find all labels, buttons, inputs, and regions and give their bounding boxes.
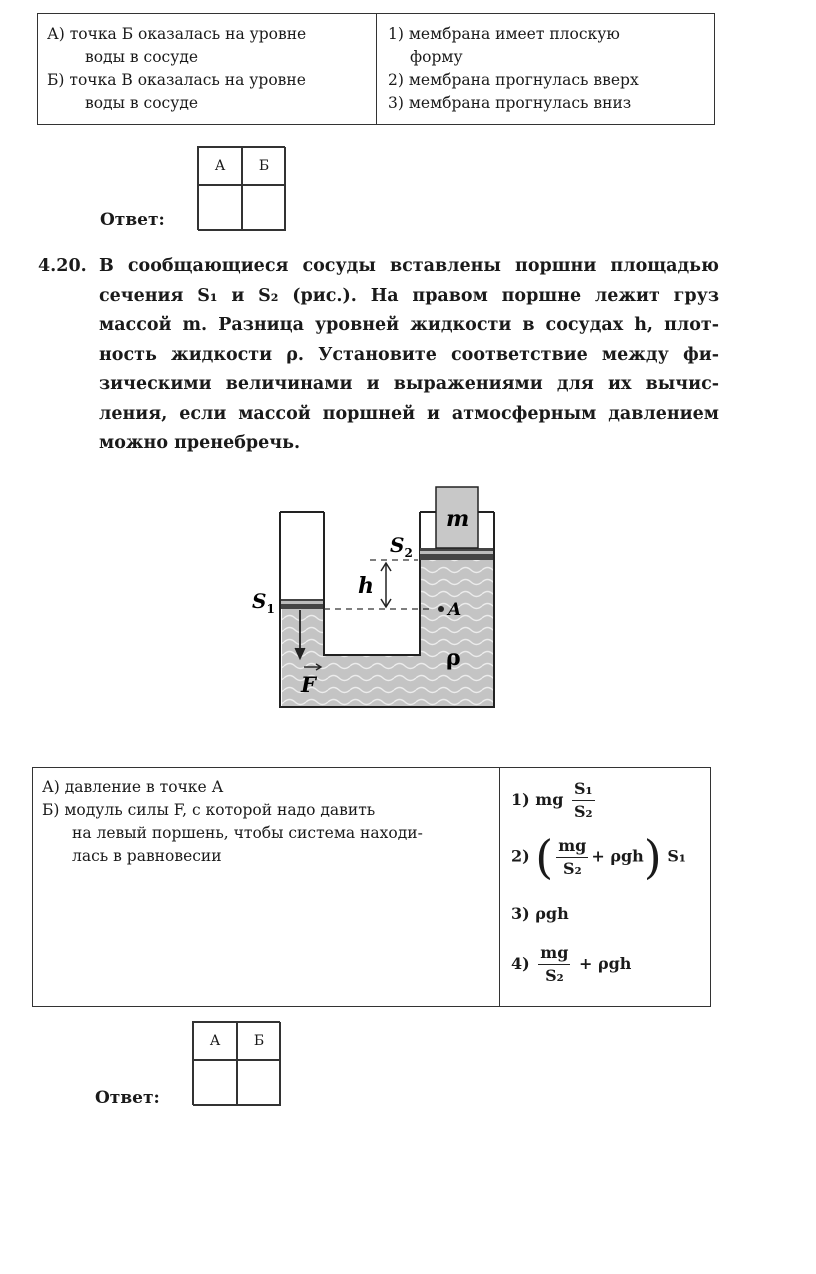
table-1-left-line: Б) точка В оказалась на уровне bbox=[47, 71, 306, 89]
option-1 bbox=[511, 778, 598, 823]
answer-cell-a[interactable] bbox=[193, 1060, 237, 1106]
answer-grid-2 bbox=[192, 1021, 280, 1105]
option-4-denominator: S₂ bbox=[545, 966, 564, 985]
option-1-prefix: 1) mg bbox=[511, 790, 564, 809]
answer-header-b: Б bbox=[242, 147, 286, 185]
table-2-left-line: на левый поршень, чтобы система находи- bbox=[72, 824, 423, 842]
answer-header-a: А bbox=[193, 1022, 237, 1060]
answer-cell-a[interactable] bbox=[198, 185, 242, 231]
option-4-suffix: + ρgh bbox=[578, 954, 632, 973]
option-1-denominator: S₂ bbox=[573, 802, 593, 821]
option-4 bbox=[511, 942, 631, 987]
table-1-left-line: воды в сосуде bbox=[85, 94, 199, 112]
answer-grid-1 bbox=[197, 146, 285, 230]
table-1-right bbox=[388, 23, 639, 115]
problem-line: ления, если массой поршней и атмосферным давлением bbox=[99, 403, 719, 424]
label-rho: ρ bbox=[446, 645, 461, 671]
option-1-fraction bbox=[572, 778, 595, 823]
communicating-vessels-figure bbox=[240, 480, 530, 715]
problem-line: зическими величинами и выражениями для их вычис- bbox=[99, 374, 719, 394]
answer-header-a: А bbox=[198, 147, 242, 185]
option-4-fraction bbox=[538, 942, 570, 987]
label-a: A bbox=[448, 600, 462, 620]
label-m: m bbox=[446, 506, 470, 532]
label-f: F bbox=[301, 672, 316, 697]
label-s1: $S_1$ bbox=[252, 589, 275, 616]
problem-line: массой m. Разница уровней жидкости в сосудах h, плот- bbox=[99, 315, 719, 335]
point-a bbox=[438, 606, 444, 612]
option-2-suffix: S₁ bbox=[667, 846, 686, 866]
problem-text bbox=[99, 252, 719, 459]
option-2: 2) ( $\frac{mg}{\text{S₂}}$ + ρgh) S₁ bbox=[511, 830, 686, 884]
option-2-middle: + ρgh bbox=[591, 846, 644, 866]
option-4-numerator: mg bbox=[538, 942, 570, 965]
table-2-left-line: А) давление в точке А bbox=[42, 778, 224, 796]
option-4-prefix: 4) bbox=[511, 954, 530, 973]
table-1-left bbox=[47, 23, 306, 115]
problem-line: можно пренебречь. bbox=[99, 433, 301, 453]
label-h: h bbox=[358, 573, 374, 599]
problem-line: В сообщающиеся сосуды вставлены поршни площадью bbox=[99, 256, 719, 276]
problem-line: сечения S₁ и S₂ (рис.). На правом поршне лежит груз bbox=[99, 285, 719, 306]
table-2-divider bbox=[499, 767, 500, 1007]
label-s2: $S_2$ bbox=[390, 533, 413, 560]
table-1-left-line: А) точка Б оказалась на уровне bbox=[47, 25, 307, 43]
option-1-numerator: S₁ bbox=[572, 778, 595, 801]
left-column-air bbox=[281, 512, 323, 599]
table-2-left-line: лась в равновесии bbox=[72, 847, 222, 865]
answer-header-b: Б bbox=[237, 1022, 281, 1060]
problem-number: 4.20. bbox=[38, 256, 87, 276]
table-1-left-line: воды в сосуде bbox=[85, 48, 199, 66]
table-1-divider bbox=[376, 13, 377, 125]
option-2-denominator: S₂ bbox=[563, 858, 582, 878]
table-2-left-line: Б) модуль силы F, с которой надо давить bbox=[42, 801, 376, 819]
option-2-prefix: 2) bbox=[511, 846, 530, 866]
answer-cell-b[interactable] bbox=[242, 185, 286, 231]
table-2-left bbox=[42, 776, 423, 868]
option-3: 3) ρgh bbox=[511, 904, 569, 923]
table-1-right-line: 2) мембрана прогнулась вверх bbox=[388, 71, 639, 89]
answer-label: Ответ: bbox=[100, 210, 165, 230]
answer-label: Ответ: bbox=[95, 1088, 160, 1108]
table-1-right-line: форму bbox=[410, 48, 463, 66]
problem-line: ность жидкости ρ. Установите соответствие между фи- bbox=[99, 344, 719, 365]
answer-cell-b[interactable] bbox=[237, 1060, 281, 1106]
table-1-right-line: 3) мембрана прогнулась вниз bbox=[388, 94, 632, 112]
option-2-numerator: mg bbox=[556, 835, 588, 858]
table-1-right-line: 1) мембрана имеет плоскую bbox=[388, 25, 620, 43]
option-2-fraction bbox=[556, 835, 588, 880]
